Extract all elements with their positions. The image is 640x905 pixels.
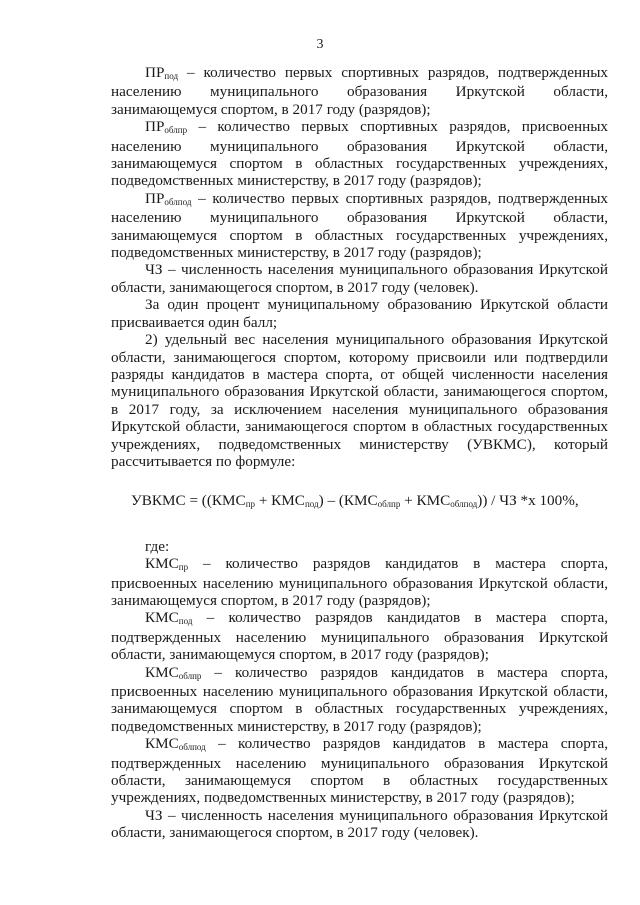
formula-part: + КМС [255, 492, 305, 510]
symbol: ПР [145, 189, 165, 207]
formula-subscript: облпр [377, 499, 401, 510]
document-body [111, 64, 608, 842]
definition-text: – количество первых спортивных разрядов, подтвержденных населению муниципального образования Иркутской области, занимающемуся спортом, в 2017 году (разрядов); [111, 64, 608, 118]
definition-text: – количество разрядов кандидатов в мастера спорта, присвоенных населению муниципального образования Иркутской области, занимающемуся спортом, в 2017 году (разрядов); [111, 555, 608, 609]
formula-subscript: под [304, 499, 319, 510]
definition-text: – количество разрядов кандидатов в мастера спорта, подтвержденных населению муниципального образования Иркутской области, занимающемуся спортом в областных государственных учреждениях, подведомственных министерству, в 2017 году (разрядов); [111, 735, 608, 807]
symbol: КМС [145, 735, 179, 753]
definition-text: – количество разрядов кандидатов в мастера спорта, подтвержденных населению муниципального образования Иркутской области, занимающемуся спортом, в 2017 году (разрядов); [111, 609, 608, 664]
symbol-subscript: облпод [164, 196, 192, 207]
definition-paragraph [111, 735, 608, 807]
symbol-subscript: под [178, 616, 193, 627]
where-label: где: [145, 537, 170, 555]
symbol: КМС [145, 663, 179, 681]
symbol: КМС [145, 609, 179, 627]
symbol-subscript: облпр [164, 125, 188, 136]
definition-paragraph [111, 609, 608, 663]
formula-subscript: облпод [450, 499, 478, 510]
symbol: ПР [145, 64, 165, 81]
formula-part: ) – (КМС [318, 492, 378, 510]
definition-paragraph [111, 118, 608, 190]
formula-subscript: пр [245, 499, 256, 510]
symbol: ЧЗ [145, 261, 163, 279]
definition-text: – численность населения муниципального образования Иркутской области, занимающегося спортом, в 2017 году (человек). [111, 806, 608, 842]
definition-paragraph [111, 190, 608, 262]
symbol: КМС [145, 555, 179, 573]
symbol-subscript: пр [178, 562, 189, 573]
definition-text: – количество первых спортивных разрядов, присвоенных населению муниципального образования Иркутской области, занимающемуся спортом в областных государственных учреждениях, подведомственных министерству, в 2017 году (разрядов); [111, 118, 608, 190]
definition-text: – численность населения муниципального образования Иркутской области, занимающегося спортом, в 2017 году (человек). [111, 261, 608, 296]
definition-paragraph [111, 664, 608, 736]
formula-part: + КМС [400, 492, 451, 510]
score-note: За один процент муниципальному образованию Иркутской области присваивается один балл; [111, 296, 608, 331]
definition-paragraph [111, 261, 608, 296]
formula [111, 492, 608, 511]
definition-paragraph [111, 807, 608, 842]
definition-text: – количество разрядов кандидатов в мастера спорта, присвоенных населению муниципального образования Иркутской области, занимающемуся спортом в областных государственных учреждениях, подведомственных министерству, в 2017 году (разрядов); [111, 663, 608, 735]
page-number: 3 [316, 37, 324, 52]
symbol-subscript: облпр [178, 670, 202, 681]
definition-text: – количество первых спортивных разрядов, подтвержденных населению муниципального образования Иркутской области, занимающемуся спортом в областных государственных учреждениях, подведомственных министерству, в 2017 году (разрядов); [111, 189, 608, 262]
definition-paragraph [111, 555, 608, 609]
symbol-subscript: под [164, 71, 179, 81]
formula-part: УВКМС = ((КМС [131, 492, 246, 510]
definition-paragraph [111, 64, 608, 118]
formula-part: )) / ЧЗ *х 100%, [477, 492, 579, 510]
symbol: ПР [145, 118, 165, 136]
symbol: ЧЗ [145, 806, 163, 824]
symbol-subscript: облпод [178, 742, 206, 753]
item-2-paragraph: 2) удельный вес населения муниципального образования Иркутской области, занимающегося спортом, которому присвоили или подтвердили разряды кандидатов в мастера спорта, от общей численности населения муниципального образования Иркутской области, занимающегося спортом, в 2017 году, за исключением населения муниципального образования Иркутской области, занимающегося спортом в областных государственных учреждениях, подведомственных министерству (УВКМС), который рассчитывается по формуле: [111, 331, 608, 470]
